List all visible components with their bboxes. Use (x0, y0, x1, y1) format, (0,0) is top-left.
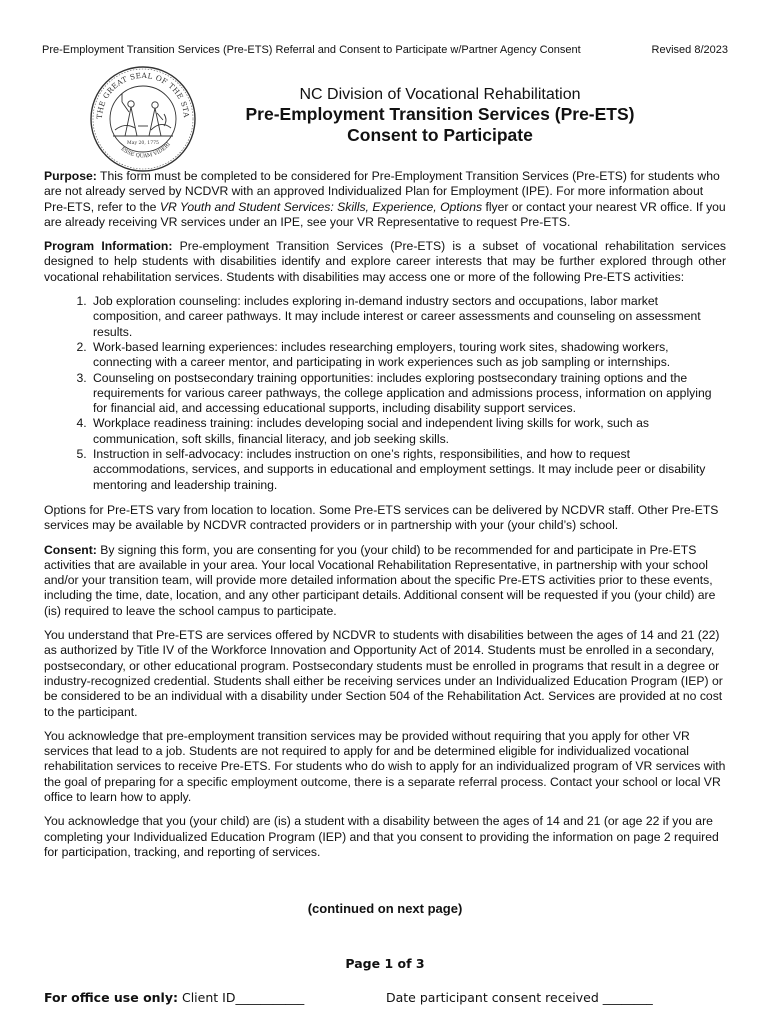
nc-state-seal-icon (88, 64, 198, 174)
activities-list (44, 294, 726, 493)
list-item: 4. Workplace readiness training: includes developing social and independent living skills for work, such as communication, soft skills, financial literacy, and job seeking skills. (90, 416, 726, 447)
document-body (44, 169, 726, 869)
flyer-title: VR Youth and Student Services: Skills, Experience, Options (159, 199, 483, 214)
header-revision: Revised 8/2023 (651, 44, 728, 56)
list-item: 3. Counseling on postsecondary training opportunities: includes exploring postsecondary training options and the requirements for various career pathways, the college application and admissions process, information on applying for financial aid, and accessing educational supports, including disability support services. (90, 371, 726, 417)
purpose-text-b: flyer or contact your nearest VR office. If you are already receiving VR services under an IPE, see your VR Representative to request Pre-ETS. (44, 199, 726, 229)
seal-date: May 20, 1775 (127, 141, 159, 146)
title-line-1: Pre-Employment Transition Services (Pre-ETS) (245, 104, 635, 124)
client-id-label: Client ID___________ (178, 990, 305, 1005)
list-item: 2. Work-based learning experiences: includes researching employers, touring work sites, shadowing workers, connecting with a career mentor, and participating in work experiences such as job sampling or internships. (90, 340, 726, 371)
header-form-title: Pre-Employment Transition Services (Pre-ETS) Referral and Consent to Participate w/Partner Agency Consent (42, 44, 581, 56)
continued-note: (continued on next page) (307, 901, 463, 916)
program-text: Pre-employment Transition Services (Pre-ETS) is a subset of vocational rehabilitation services designed to help students with disabilities identify and explore career interests that may be further explored through other vocational rehabilitation services. Students with disabilities may access one or more of the following Pre-ETS activities: (44, 239, 727, 284)
purpose-label: Purpose: (44, 169, 97, 183)
page-number: Page 1 of 3 (345, 956, 425, 971)
program-label: Program Information: (44, 239, 173, 254)
acknowledge-paragraph-1: You acknowledge that pre-employment transition services may be provided without requiring that you apply for other VR services that lead to a job. Students are not required to apply for and be determined eligible for individualized vocational rehabilitation services to receive Pre-ETS. For students who do wish to apply for an individualized program of VR services with the goal of preparing for a specific employment outcome, there is a separate referral process. Contact your school or local VR office to learn how to apply. (44, 728, 726, 804)
seal-motto: ESSE QUAM VIDERI (119, 141, 172, 160)
svg-text:THE GREAT SEAL OF THE STATE OF (88, 64, 191, 119)
consent-text: By signing this form, you are consenting for you (your child) to be recommended for and participate in Pre-ETS activities that are available in your area. Your local Vocational Rehabilitation Representative, in partnership with your school and/or your transition team, will provide more detailed information about the specific Pre-ETS activities prior to these events, including the time, date, location, and any other participant details. Additional consent will be requested if you (your child) are (is) required to leave the school campus to participate. (44, 542, 716, 618)
title-line-2: Consent to Participate (347, 125, 533, 145)
consent-label: Consent: (44, 542, 97, 557)
purpose-paragraph (44, 169, 726, 230)
seal-top-text: THE GREAT SEAL OF THE STA (94, 70, 192, 120)
agency-name: NC Division of Vocational Rehabilitation (299, 86, 581, 103)
understand-paragraph: You understand that Pre-ETS are services offered by NCDVR to students with disabilities between the ages of 14 and 21 (22) as authorized by Title IV of the Workforce Innovation and Opportunity Act of 2014. Students must be enrolled in a secondary, postsecondary, or other educational program. Postsecondary students must be enrolled in programs that result in a degree or industry-recognized credential. Students shall either be receiving services under an Individualized Education Program (IEP) or be considered to be an individual with a disability under Section 504 of the Rehabilitation Act. Services are provided at no cost to the participant. (44, 628, 723, 719)
list-item: 1. Job exploration counseling: includes exploring in-demand industry sectors and occupations, labor market composition, and career pathways. It may include interest or career assessments and counseling on assessment results. (90, 294, 726, 340)
list-item: 5. Instruction in self-advocacy: includes instruction on one’s rights, responsibilities, and how to request accommodations, services, and supports in educational and employment settings. It may include peer or disability mentoring and leadership training. (90, 447, 726, 493)
options-paragraph: Options for Pre-ETS vary from location to location. Some Pre-ETS services can be delivered by NCDVR staff. Other Pre-ETS services may be available by NCDVR contracted providers or in partnership with your (your child’s) school. (44, 502, 719, 533)
page-title (200, 104, 680, 146)
acknowledge-paragraph-2: You acknowledge that you (your child) are (is) a student with a disability between the ages of 14 and 21 (or age 22 if you are completing your Individualized Education Program (IEP) and that you consent to providing the information on page 2 required for participation, tracking, and reporting of services. (44, 814, 719, 859)
client-id-field (44, 990, 304, 1005)
consent-paragraph (44, 543, 726, 619)
program-paragraph (44, 239, 726, 285)
consent-date-field: Date participant consent received ________ (386, 990, 653, 1005)
office-use-label: For office use only: (44, 990, 178, 1005)
purpose-text-a: This form must be completed to be considered for Pre-Employment Transition Services (Pre-ETS) for students who are not already served by NCDVR with an approved Individualized Plan for Employment (IPE). For more information about Pre-ETS, refer to the (44, 169, 720, 214)
